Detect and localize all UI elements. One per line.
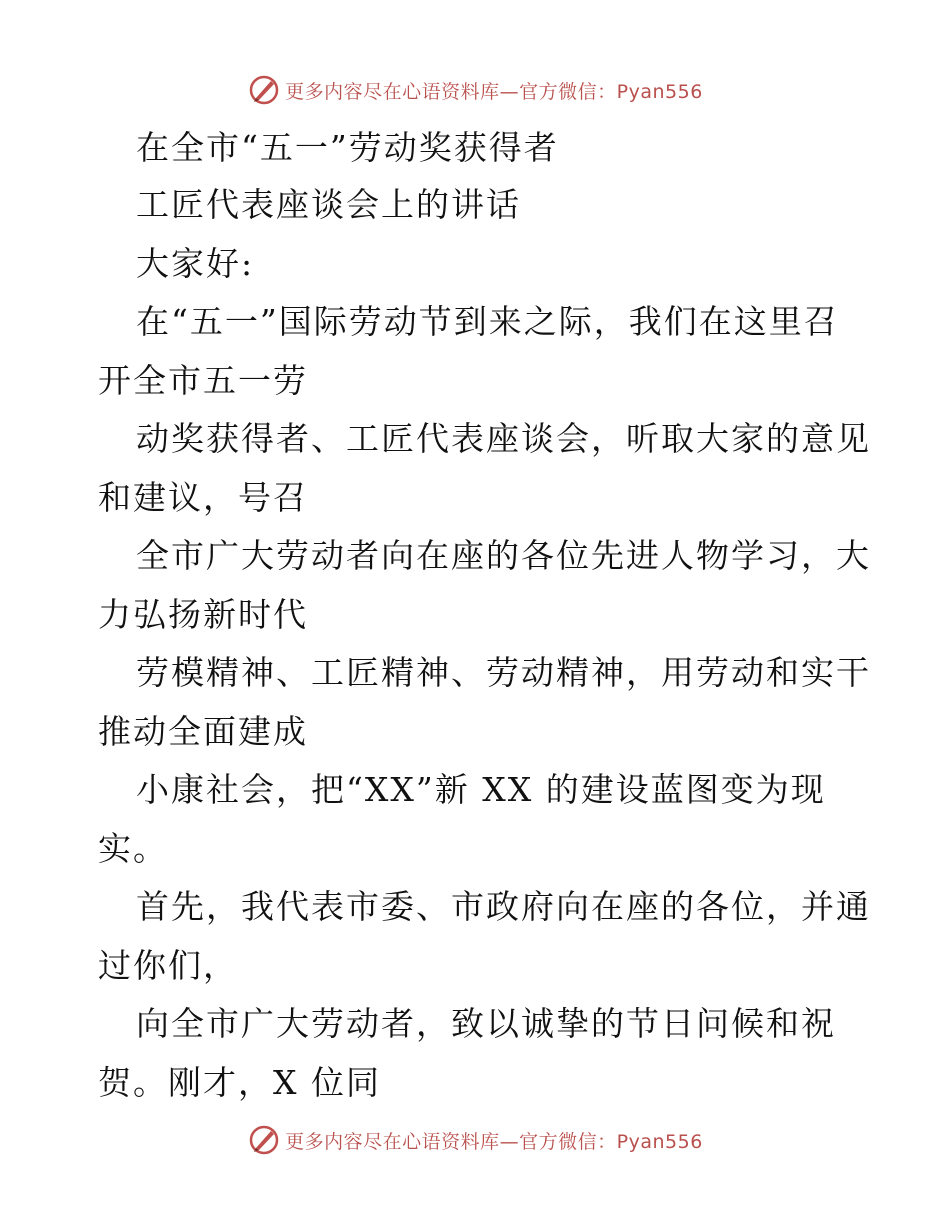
header-banner-text: 更多内容尽在心语资料库—官方微信：Pyan556	[285, 80, 703, 103]
paragraph-line: 力弘扬新时代	[98, 595, 308, 634]
paragraph-line: 向全市广大劳动者，致以诚挚的节日问候和祝	[136, 1004, 836, 1043]
paragraph-line: 过你们，	[98, 946, 238, 985]
paragraph-line: 小康社会，把“XX”新 XX 的建设蓝图变为现	[136, 770, 826, 809]
paragraph-line: 全市广大劳动者向在座的各位先进人物学习，大	[136, 536, 871, 575]
paragraph-line: 在“五一”国际劳动节到来之际，我们在这里召	[136, 302, 839, 341]
quill-pen-logo	[247, 1123, 281, 1157]
title-line-2: 工匠代表座谈会上的讲话	[136, 185, 521, 224]
paragraph-line: 劳模精神、工匠精神、劳动精神，用劳动和实干	[136, 653, 871, 692]
greeting: 大家好:	[136, 244, 255, 283]
quill-pen-logo	[247, 73, 281, 107]
paragraph-line: 首先，我代表市委、市政府向在座的各位，并通	[136, 887, 871, 926]
header-banner	[0, 70, 950, 110]
paragraph-line: 和建议，号召	[98, 478, 308, 517]
paragraph-line: 开全市五一劳	[98, 361, 308, 400]
paragraph-line: 动奖获得者、工匠代表座谈会，听取大家的意见	[136, 419, 871, 458]
footer-banner	[0, 1120, 950, 1160]
title-line-1: 在全市“五一”劳动奖获得者	[136, 128, 559, 167]
paragraph-line: 贺。刚才，X 位同	[98, 1063, 381, 1102]
footer-banner-text: 更多内容尽在心语资料库—官方微信：Pyan556	[285, 1130, 703, 1153]
paragraph-line: 实。	[98, 829, 168, 868]
paragraph-line: 推动全面建成	[98, 712, 308, 751]
